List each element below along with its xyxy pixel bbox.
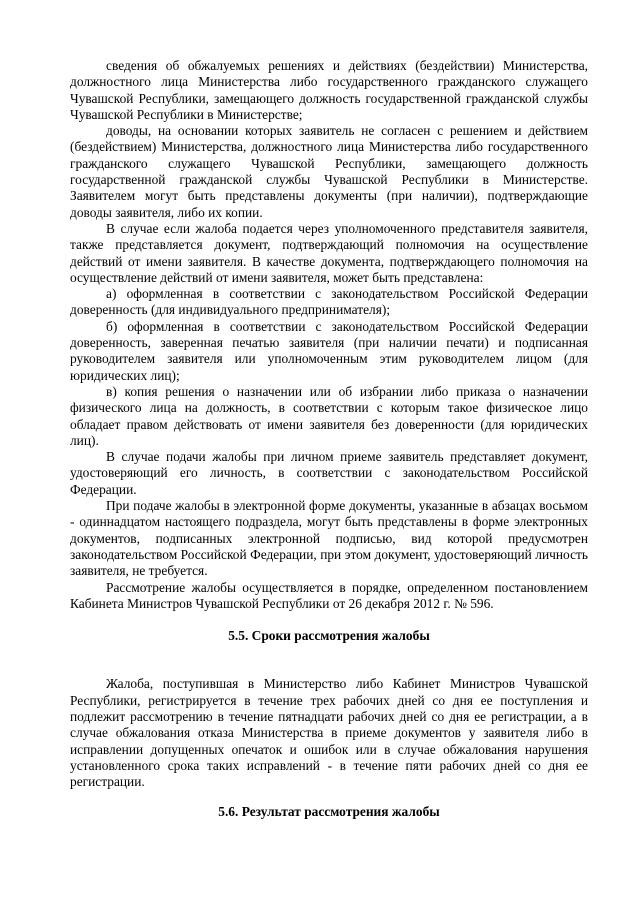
paragraph-item-a: а) оформленная в соответствии с законодательством Российской Федерации доверенность (для индивидуального предпринимателя); <box>70 286 588 318</box>
spacer <box>70 644 588 676</box>
paragraph-review-procedure: Рассмотрение жалобы осуществляется в порядке, определенном постановлением Кабинета Министров Чувашской Республики от 26 декабря 2012 г. № 596. <box>70 579 588 611</box>
paragraph-item-b: б) оформленная в соответствии с законодательством Российской Федерации доверенность, заверенная печатью заявителя (при наличии печати) и подписанная руководителем заявителя или уполномоченным этим руководителем лицом (для юридических лиц); <box>70 318 588 383</box>
spacer <box>70 790 588 804</box>
section-heading-5-6: 5.6. Результат рассмотрения жалобы <box>218 804 440 820</box>
paragraph-electronic-form: При подаче жалобы в электронной форме документы, указанные в абзацах восьмом - одиннадцатом настоящего подраздела, могут быть представлены в форме электронных документов, подписанных электронной подписью, вид которой предусмотрен законодательством Российской Федерации, при этом документ, удостоверяющий личность заявителя, не требуется. <box>70 498 588 579</box>
paragraph-item-v: в) копия решения о назначении или об избрании либо приказа о назначении физического лица на должность, в соответствии с которым такое физическое лицо обладает правом действовать от имени заявителя без доверенности (для юридических лиц). <box>70 383 588 448</box>
paragraph-appeal-info: сведения об обжалуемых решениях и действиях (бездействии) Министерства, должностного лица Министерства либо государственного гражданского служащего Чувашской Республики, замещающего должность государственной гражданской службы Чувашской Республики в Министерстве; <box>70 58 588 122</box>
spacer <box>70 612 588 628</box>
section-heading-5-5: 5.5. Сроки рассмотрения жалобы <box>228 628 430 644</box>
paragraph-review-terms: Жалоба, поступившая в Министерство либо Кабинет Министров Чувашской Республики, регистрируется в течение трех рабочих дней со дня ее поступления и подлежит рассмотрению в течение пятнадцати рабочих дней со дня ее регистрации, а в случае обжалования отказа Министерства в приеме документов у заявителя либо в исправлении допущенных опечаток и ошибок или в случае обжалования нарушения установленного срока таких исправлений - в течение пяти рабочих дней со дня ее регистрации. <box>70 676 588 790</box>
paragraph-personal-reception: В случае подачи жалобы при личном приеме заявитель представляет документ, удостоверяющий его личность, в соответствии с законодательством Российской Федерации. <box>70 449 588 497</box>
paragraph-representative: В случае если жалоба подается через уполномоченного представителя заявителя, также представляется документ, подтверждающий полномочия на осуществление действий от имени заявителя. В качестве документа, подтверждающего полномочия на осуществление действий от имени заявителя, может быть представлена: <box>70 220 588 285</box>
paragraph-arguments: доводы, на основании которых заявитель не согласен с решением и действием (бездействием) Министерства, должностного лица Министерства либо государственного гражданского служащего Чувашской Республики, замещающего должность государственной гражданской службы Чувашской Республики в Министерстве. Заявителем могут быть представлены документы (при наличии), подтверждающие доводы заявителя, либо их копии. <box>70 123 588 220</box>
